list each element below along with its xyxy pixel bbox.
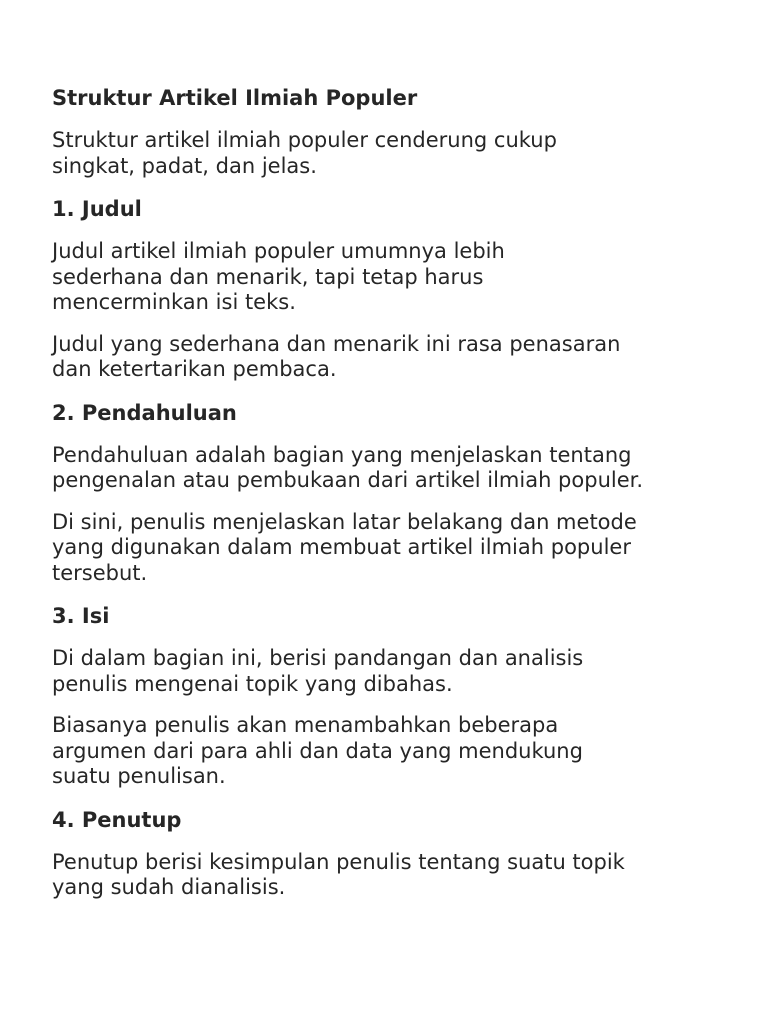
paragraph-line: Biasanya penulis akan menambahkan beberapa — [52, 713, 559, 737]
paragraph-line: Di sini, penulis menjelaskan latar belakang dan metode — [52, 509, 637, 534]
paragraph-line: mencerminkan isi teks. — [52, 290, 296, 314]
paragraph-line: argumen dari para ahli dan data yang mendukung — [52, 738, 583, 763]
paragraph-line: Pendahuluan adalah bagian yang menjelaskan tentang — [52, 442, 632, 467]
intro-paragraph — [52, 128, 732, 179]
section-heading-isi: 3. Isi — [52, 604, 110, 628]
paragraph-line: penulis mengenai topik yang dibahas. — [52, 671, 453, 696]
paragraph-line: Struktur artikel ilmiah populer cenderung cukup — [52, 128, 557, 152]
paragraph-line: Di dalam bagian ini, berisi pandangan dan analisis — [52, 646, 584, 670]
paragraph-line: dan ketertarikan pembaca. — [52, 357, 337, 381]
paragraph — [52, 239, 732, 316]
paragraph-line: tersebut. — [52, 560, 148, 585]
paragraph — [52, 443, 732, 494]
paragraph — [52, 332, 732, 383]
paragraph-line: suatu penulisan. — [52, 764, 226, 788]
paragraph-line: yang digunakan dalam membuat artikel ilmiah populer — [52, 535, 631, 559]
paragraph — [52, 850, 732, 901]
section-heading-judul: 1. Judul — [52, 197, 142, 221]
document-page — [52, 84, 732, 917]
page-title: Struktur Artikel Ilmiah Populer — [52, 86, 418, 110]
paragraph-line: pengenalan atau pembukaan dari artikel ilmiah populer. — [52, 468, 644, 492]
paragraph-line: Penutup berisi kesimpulan penulis tentang suatu topik — [52, 849, 625, 874]
paragraph — [52, 646, 732, 697]
paragraph — [52, 510, 732, 587]
paragraph-line: sederhana dan menarik, tapi tetap harus — [52, 264, 484, 289]
paragraph-line: yang sudah dianalisis. — [52, 875, 286, 899]
paragraph — [52, 713, 732, 790]
paragraph-line: singkat, padat, dan jelas. — [52, 153, 317, 178]
section-heading-pendahuluan: 2. Pendahuluan — [52, 400, 237, 425]
paragraph-line: Judul artikel ilmiah populer umumnya lebih — [52, 239, 505, 263]
paragraph-line: Judul yang sederhana dan menarik ini rasa penasaran — [52, 331, 621, 356]
section-heading-penutup: 4. Penutup — [52, 807, 182, 832]
